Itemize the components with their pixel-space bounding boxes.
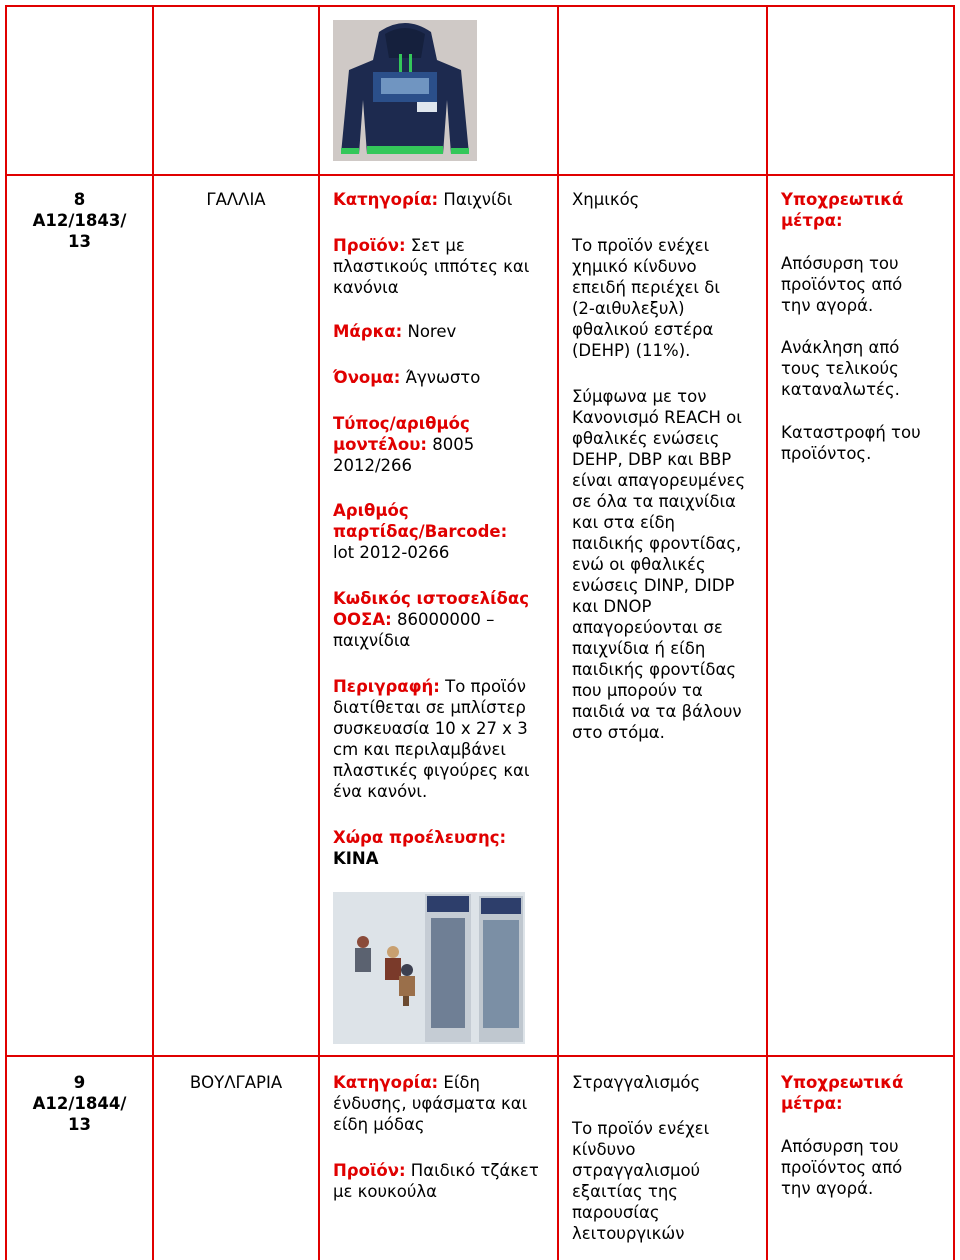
row-9-country-cell: [154, 1072, 318, 1093]
col-line-5: [953, 5, 955, 1260]
desc-line-6: ένα κανόνι.: [333, 782, 428, 801]
measures-label-line-1: Υποχρεωτικά: [781, 190, 904, 209]
category-line-2: ένδυσης, υφάσματα και: [333, 1094, 528, 1113]
brand-label: Μάρκα:: [333, 322, 403, 341]
product-line-1: Προϊόν: Παιδικό τζάκετ: [333, 1161, 539, 1180]
risk-type: Στραγγαλισμός: [572, 1073, 701, 1092]
country: ΓΑΛΛΙΑ: [206, 190, 266, 209]
batch-value: lot 2012-0266: [333, 543, 450, 562]
col-line-2: [318, 5, 320, 1260]
row-9-number-cell: [7, 1072, 152, 1135]
oecd-label-line-1: Κωδικός ιστοσελίδας: [333, 589, 529, 608]
model-label-line-2: μοντέλου: 8005: [333, 435, 475, 454]
knights-toy-photo: [333, 892, 525, 1044]
brand-value: Norev: [407, 322, 457, 341]
desc-label: Περιγραφή:: [333, 677, 440, 696]
category-line-3: είδη μόδας: [333, 1115, 425, 1134]
product-line-2: με κουκούλα: [333, 1182, 438, 1201]
country: ΒΟΥΛΓΑΡΙΑ: [189, 1073, 283, 1092]
desc-line-1: Περιγραφή: Το προϊόν: [333, 677, 526, 696]
brand-line: [333, 321, 456, 342]
category-label: Κατηγορία:: [333, 190, 439, 209]
row-code-year: 13: [68, 1115, 91, 1134]
model-label-line-1: Τύπος/αριθμός: [333, 414, 470, 433]
category-line: [333, 189, 512, 210]
model-value-line: 2012/266: [333, 456, 413, 475]
desc-line-5: πλαστικές φιγούρες και: [333, 761, 530, 780]
category-label: Κατηγορία:: [333, 1073, 439, 1092]
product-label-line: Προϊόν: Σετ με: [333, 236, 465, 255]
category-value: Παιχνίδι: [443, 190, 513, 209]
measures-label-line-2: μέτρα:: [781, 211, 843, 230]
col-line-4: [766, 5, 768, 1260]
row-code-year: 13: [68, 232, 91, 251]
hoodie-icon: [333, 20, 477, 161]
risk-type: Χημικός: [572, 190, 640, 209]
measures-label-line-2: μέτρα:: [781, 1094, 843, 1113]
row-8-number-cell: [7, 189, 152, 252]
name-value: Άγνωστο: [405, 368, 481, 387]
table-row-divider-1: [5, 174, 955, 176]
name-label: Όνομα:: [333, 368, 401, 387]
origin-label: Χώρα προέλευσης:: [333, 828, 507, 847]
desc-line-2: διατίθεται σε μπλίστερ: [333, 698, 526, 717]
oecd-label-line-2: ΟΟΣΑ: 86000000 –: [333, 610, 495, 629]
table-top-line: [5, 5, 955, 7]
oecd-value-line: παιχνίδια: [333, 631, 411, 650]
row-code: A12/1844/: [32, 1094, 127, 1113]
product-line-2: πλαστικούς ιππότες και: [333, 257, 530, 276]
row-8-country-cell: [154, 189, 318, 210]
category-line-1: Κατηγορία: Είδη: [333, 1073, 480, 1092]
row-number: 8: [73, 190, 86, 209]
row-code: A12/1843/: [32, 211, 127, 230]
origin-value: ΚΙΝΑ: [333, 849, 379, 868]
toy-figures-icon: [333, 892, 525, 1044]
measures-label-line-1: Υποχρεωτικά: [781, 1073, 904, 1092]
col-line-3: [557, 5, 559, 1260]
table-row-divider-2: [5, 1055, 955, 1057]
hoodie-photo: [333, 20, 477, 161]
desc-line-4: cm και περιλαμβάνει: [333, 740, 506, 759]
row-number: 9: [73, 1073, 86, 1092]
batch-label-line-2: παρτίδας/Barcode:: [333, 522, 508, 541]
product-label: Προϊόν:: [333, 1161, 406, 1180]
product-line-3: κανόνια: [333, 278, 399, 297]
desc-line-3: συσκευασία 10 x 27 x 3: [333, 719, 528, 738]
name-line: [333, 367, 480, 388]
batch-label-line-1: Αριθμός: [333, 501, 409, 520]
product-label: Προϊόν:: [333, 236, 406, 255]
